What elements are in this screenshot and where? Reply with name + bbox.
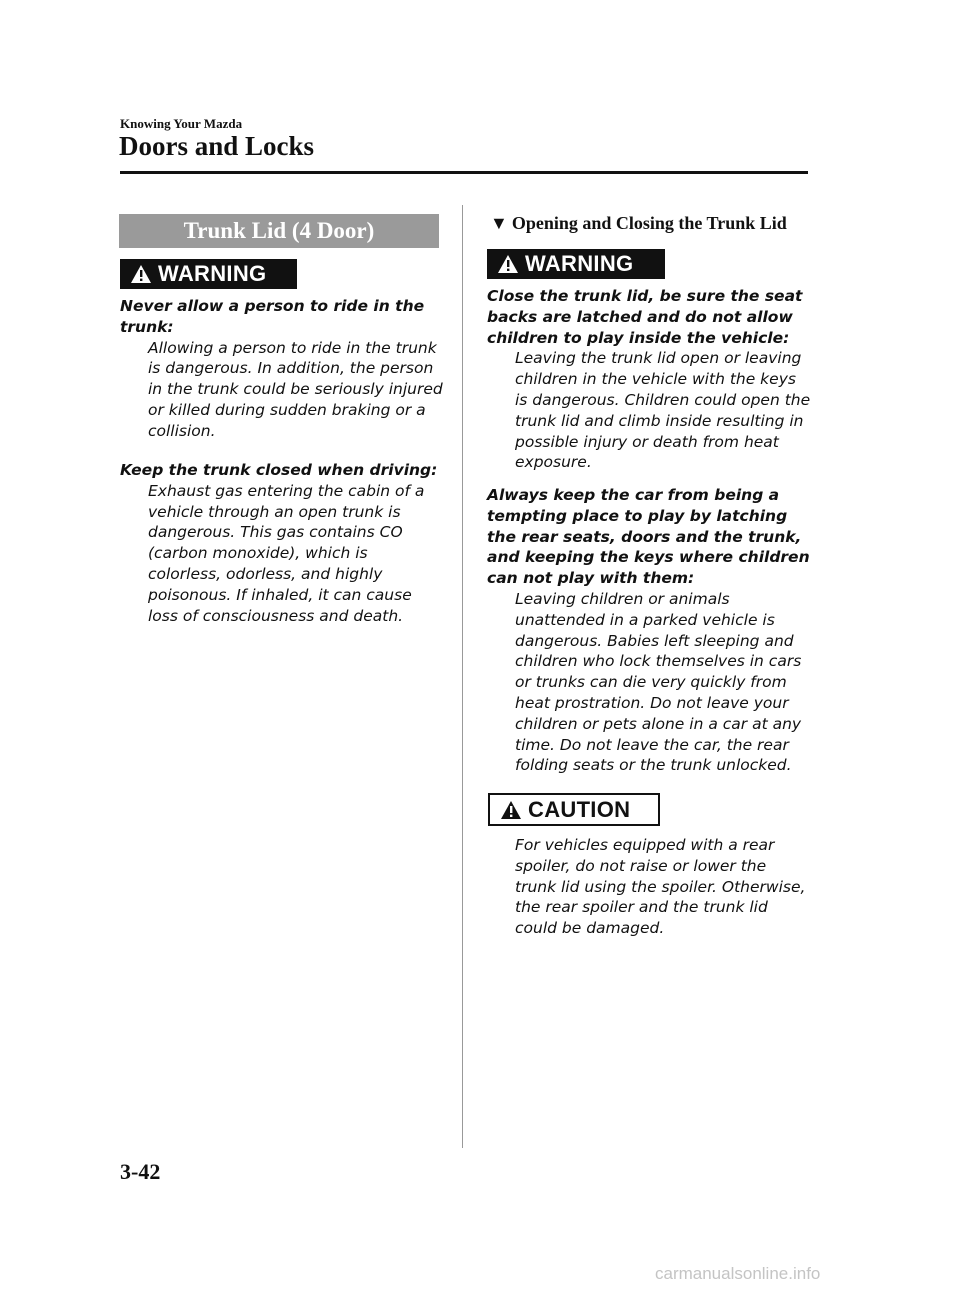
warning-triangle-icon: [130, 264, 152, 284]
warning-item: [487, 286, 812, 473]
caution-label: CAUTION: [528, 796, 631, 822]
subsection-heading-text: Opening and Closing the Trunk Lid: [511, 213, 787, 233]
warning-item-body: Leaving the trunk lid open or leaving children in the vehicle with the keys is dangerous. Children could open the trunk lid and climb inside resulting in possible injury or death from heat exposure.: [515, 349, 811, 472]
caution-body: For vehicles equipped with a rear spoiler, do not raise or lower the trunk lid using the spoiler. Otherwise, the rear spoiler and the trunk lid could be damaged.: [515, 836, 806, 938]
warning-item-body: Leaving children or animals unattended in a parked vehicle is dangerous. Babies left sleeping and children who lock themselves in cars or trunks can die very quickly from heat prostration. Do not leave your children or pets alone in a car at any time. Do not leave the car, the rear folding seats or the trunk unlocked.: [515, 589, 802, 775]
warning-item: [120, 296, 445, 442]
subsection-heading: [490, 213, 787, 234]
warning-triangle-icon: [500, 800, 522, 820]
warning-item-lead: Close the trunk lid, be sure the seat backs are latched and do not allow children to play inside the vehicle:: [487, 287, 803, 347]
warning-label: WARNING: [158, 261, 267, 286]
warning-badge: [120, 259, 297, 289]
warning-item-lead: Always keep the car from being a tempting place to play by latching the rear seats, doors and the trunk, and keeping the keys where children can not play with them:: [487, 486, 810, 588]
warning-triangle-icon: [497, 254, 519, 274]
warning-item-body: Exhaust gas entering the cabin of a vehicle through an open trunk is dangerous. This gas contains CO (carbon monoxide), which is colorless, odorless, and highly poisonous. If inhaled, it can cause loss of consciousness and death.: [148, 481, 425, 625]
warning-item-lead: Keep the trunk closed when driving:: [120, 461, 438, 479]
caution-badge: [488, 793, 660, 826]
triangle-marker-icon: ▼: [490, 213, 508, 233]
warning-item-lead: Never allow a person to ride in the trunk:: [120, 297, 425, 336]
breadcrumb: Knowing Your Mazda: [120, 116, 243, 131]
warning-item: [120, 460, 445, 626]
warning-badge: [487, 249, 665, 279]
page-title: Doors and Locks: [119, 131, 315, 161]
warning-label: WARNING: [525, 251, 634, 276]
column-divider: [462, 205, 463, 1148]
watermark: carmanualsonline.info: [655, 1264, 821, 1283]
section-heading: Trunk Lid (4 Door): [119, 214, 439, 248]
header-divider: [120, 171, 808, 174]
warning-item-body: Allowing a person to ride in the trunk is dangerous. In addition, the person in the trunk could be seriously injured or killed during sudden braking or a collision.: [148, 338, 443, 440]
warning-item: [487, 485, 812, 776]
page-number: 3-42: [120, 1159, 161, 1184]
